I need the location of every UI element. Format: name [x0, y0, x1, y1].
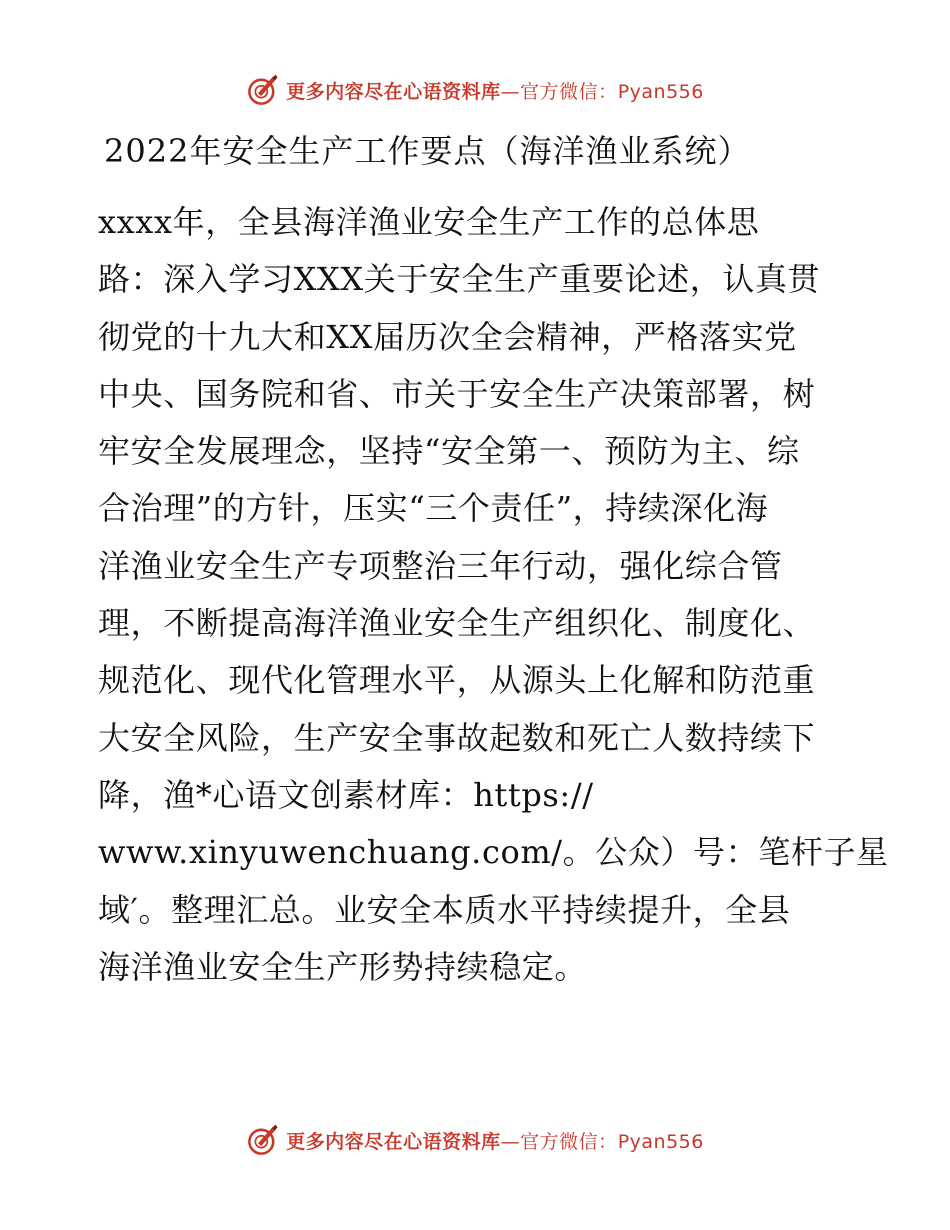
banner-main-text: 更多内容尽在心语资料库	[286, 80, 501, 103]
header-banner	[0, 70, 950, 110]
banner-wechat-id: Pyan556	[617, 80, 704, 103]
body-line: 规范化、现代化管理水平，从源头上化解和防范重	[98, 661, 816, 700]
banner-official-text: —官方微信：	[500, 1130, 618, 1153]
body-line: 合治理”的方针，压实“三个责任”，持续深化海	[98, 489, 769, 528]
body-line: 大安全风险，生产安全事故起数和死亡人数持续下	[98, 718, 816, 757]
banner-main-text: 更多内容尽在心语资料库	[286, 1130, 501, 1153]
body-line: 牢安全发展理念，坚持“安全第一、预防为主、综	[98, 432, 800, 471]
body-line: 洋渔业安全生产专项整治三年行动，强化综合管	[98, 546, 783, 585]
body-line: 路：深入学习XXX关于安全生产重要论述，认真贯	[98, 260, 821, 299]
banner-text	[286, 1127, 704, 1154]
body-line: 中央、国务院和省、市关于安全生产决策部署，树	[98, 374, 816, 413]
body-line: 降，渔*心语文创素材库：https://	[98, 775, 594, 814]
body-line: 域′。整理汇总。业安全本质水平持续提升，全县	[98, 890, 791, 929]
document-body	[98, 194, 889, 996]
body-line: xxxx年，全县海洋渔业安全生产工作的总体思	[98, 203, 760, 241]
document-title: 2022年安全生产工作要点（海洋渔业系统）	[104, 132, 751, 170]
body-line: 彻党的十九大和XX届历次全会精神，严格落实党	[98, 317, 797, 356]
body-line: 海洋渔业安全生产形势持续稳定。	[98, 947, 588, 986]
pen-logo-icon	[246, 1123, 280, 1157]
body-line: www.xinyuwenchuang.com/。公众）号：笔杆子星	[98, 833, 889, 872]
banner-wechat-id: Pyan556	[617, 1130, 704, 1153]
body-line: 理，不断提高海洋渔业安全生产组织化、制度化、	[98, 604, 816, 643]
banner-official-text: —官方微信：	[500, 80, 618, 103]
pen-logo-icon	[246, 73, 280, 107]
footer-banner	[0, 1120, 950, 1160]
banner-text	[286, 77, 704, 104]
